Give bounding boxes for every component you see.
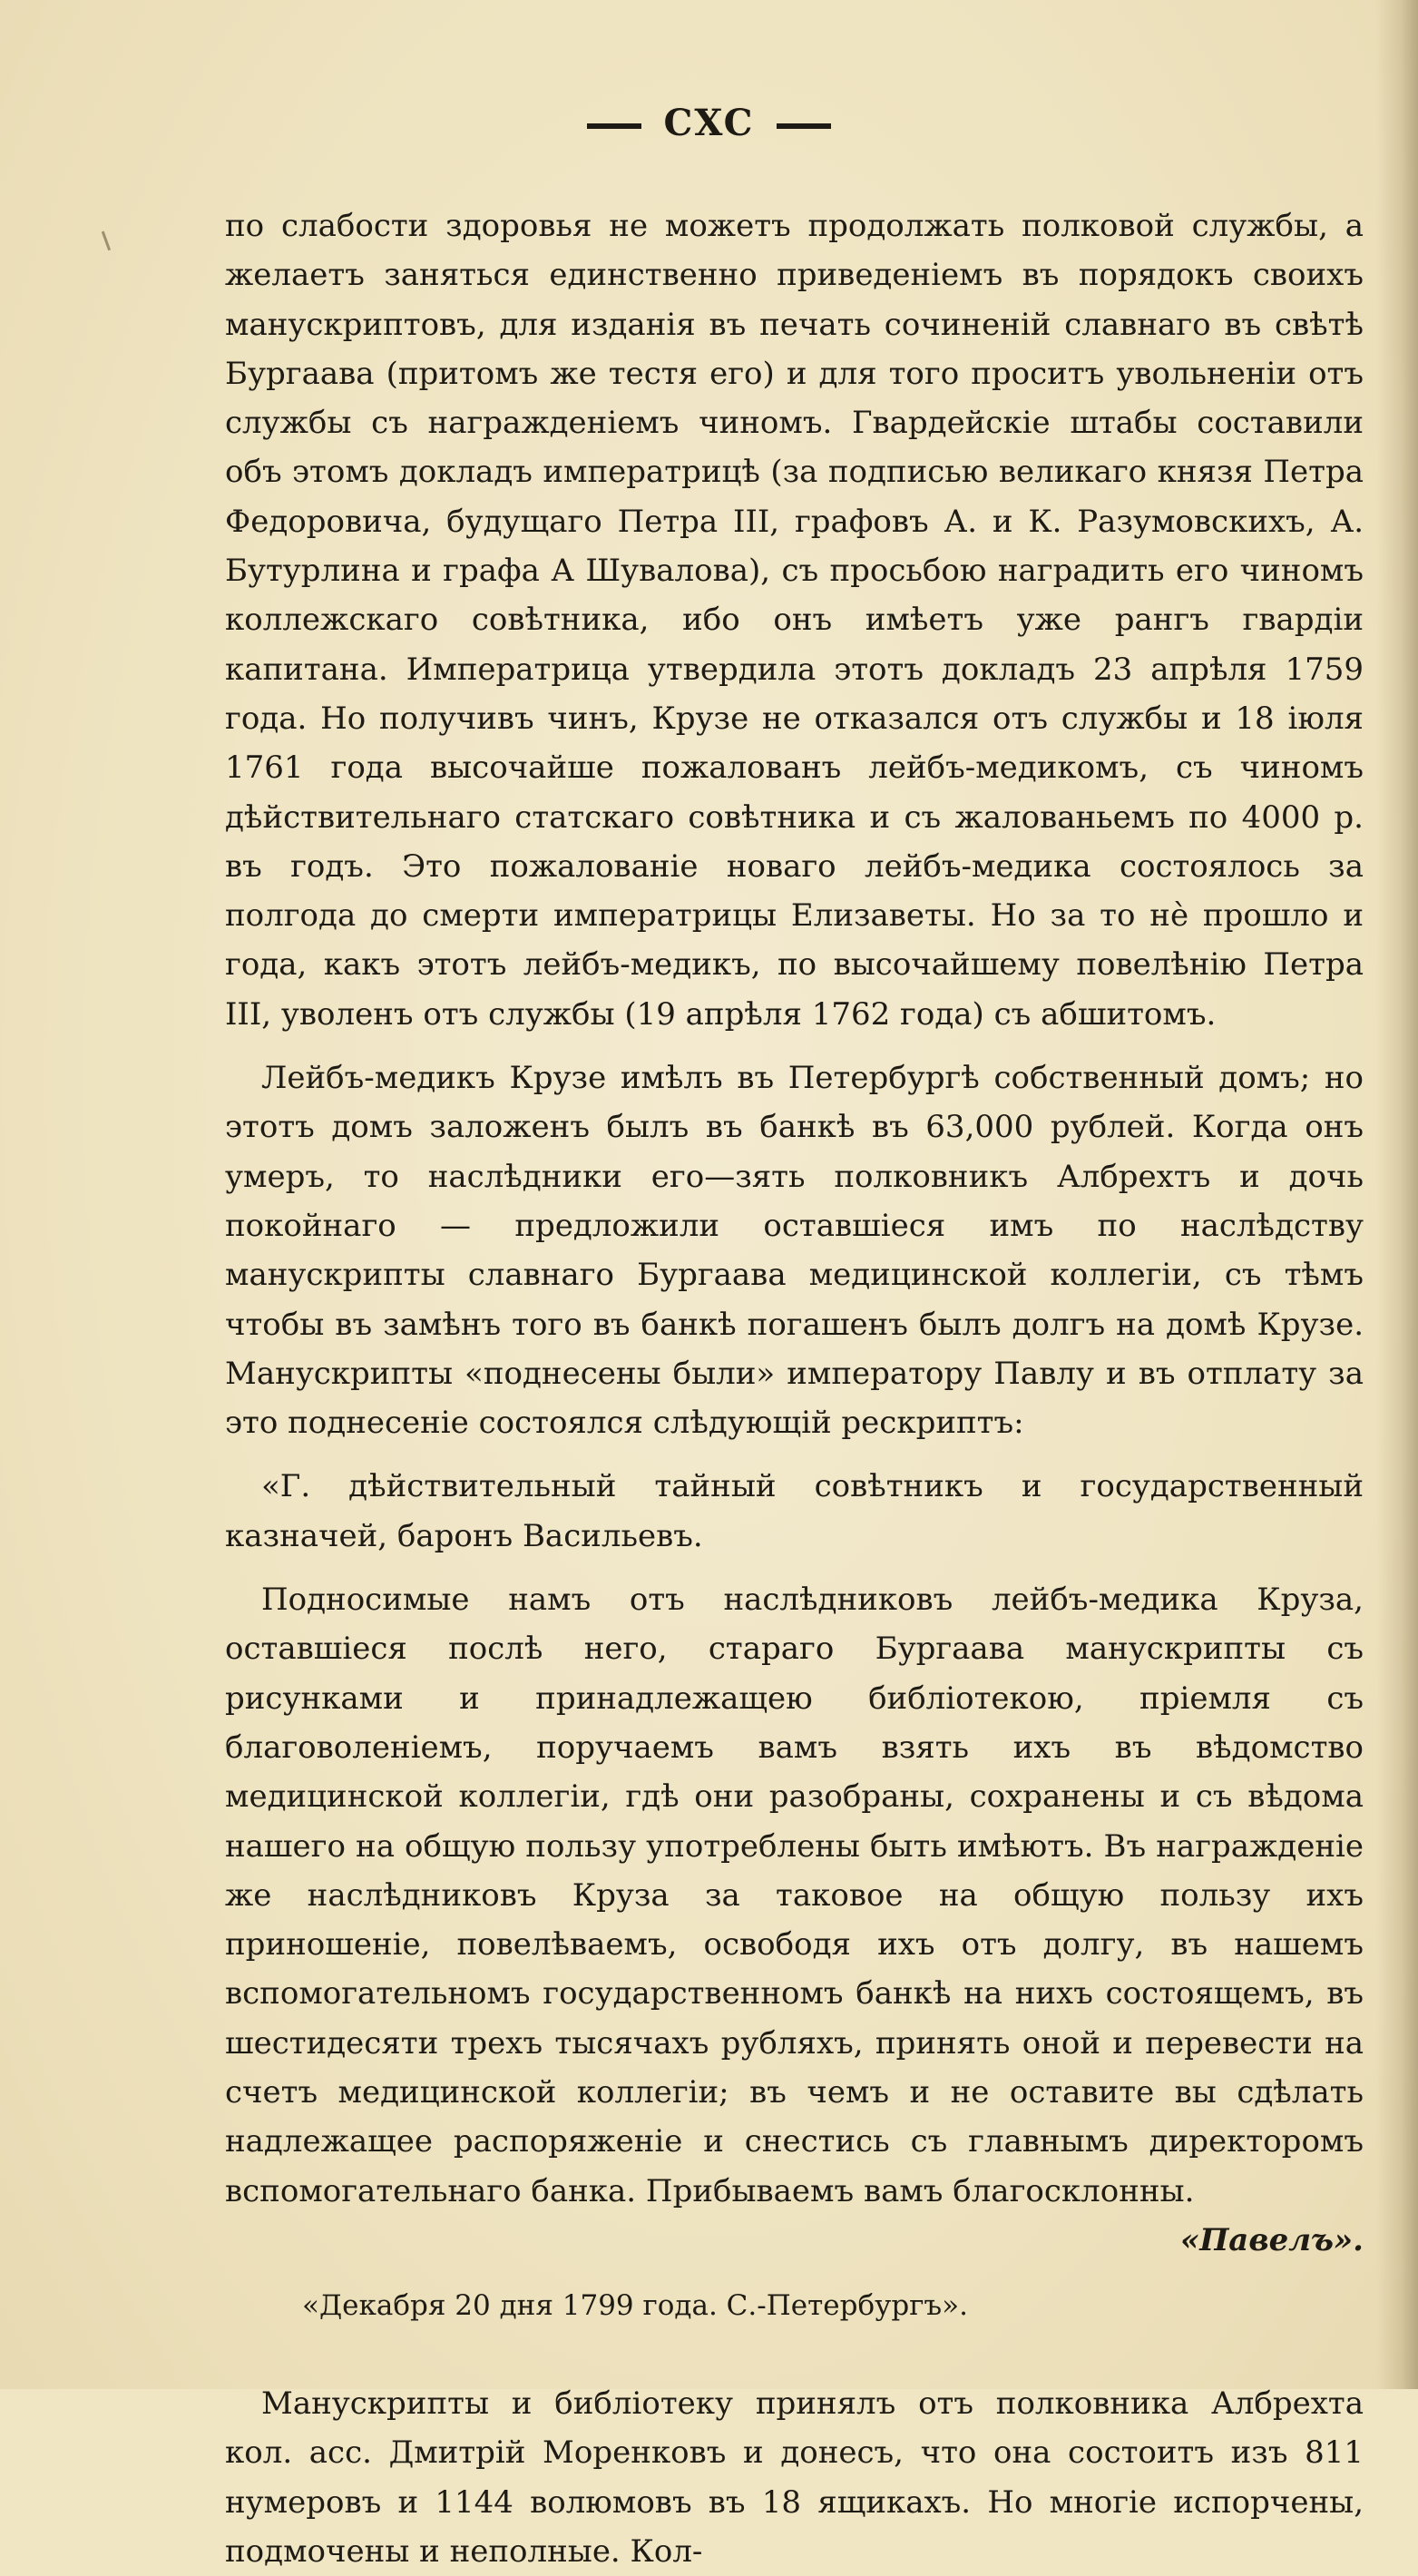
rescript-text: Подносимые намъ отъ наслѣдниковъ лейбъ-медика Круза, оставшіеся послѣ него, стараго Бургаава манускрипты съ рисунками и принадлежащею библіотекою, пріемля съ благоволеніемъ, поручаемъ вамъ взять ихъ въ вѣдомство медицинской коллегіи, гдѣ они разобраны, сохранены и съ вѣдома нашего на общую пользу употреблены быть имѣютъ. Въ награжденіе же наслѣдниковъ Круза за таковое на общую пользу ихъ приношеніе, повелѣваемъ, освободя ихъ отъ долгу, въ нашемъ вспомогательномъ государственномъ банкѣ на нихъ состоящемъ, въ шестидесяти трехъ тысячахъ рубляхъ, принять оной и перевести на счетъ медицинской коллегіи; въ чемъ и не оставите вы сдѣлать надлежащее распоряженіе и снестись съ главнымъ директоромъ вспомогательнаго банка. Прибываемъ вамъ благосклонны. [225,1582,1364,2209]
page-edge-shadow [1376,0,1418,2389]
page-number: CXC [663,102,755,144]
signature: «Павелъ». [1179,2221,1364,2258]
page-body [225,201,1364,2576]
margin-mark [102,227,122,250]
rescript-address: «Г. дѣйствительный тайный совѣтникъ и государственный казначей, баронъ Васильевъ. [225,1468,1364,1554]
page-header [0,102,1418,144]
paragraph-1: по слабости здоровья не можетъ продолжать полковой службы, а желаетъ заняться единственно приведеніемъ въ порядокъ своихъ манускриптовъ, для изданія въ печать сочиненій славнаго въ свѣтѣ Бургаава (притомъ же тестя его) и для того проситъ увольненіи отъ службы съ награжденіемъ чиномъ. Гвардейскіе штабы составили объ этомъ докладъ императрицѣ (за подписью великаго князя Петра Федоровича, будущаго Петра III, графовъ А. и К. Разумовскихъ, А. Бутурлина и графа А Шувалова), съ просьбою наградить его чиномъ коллежскаго совѣтника, ибо онъ имѣетъ уже рангъ гвардіи капитана. Императрица утвердила этотъ докладъ 23 апрѣля 1759 года. Но получивъ чинъ, Крузе не отказался отъ службы и 18 іюля 1761 года высочайше пожалованъ лейбъ-медикомъ, съ чиномъ дѣйствительнаго статскаго совѣтника и съ жалованьемъ по 4000 р. въ годъ. Это пожалованіе новаго лейбъ-медика состоялось за полгода до смерти императрицы Елизаветы. Но за то нѐ прошло и года, какъ этотъ лейбъ-медикъ, по высочайшему повелѣнію Петра III, уволенъ отъ службы (19 апрѣля 1762 года) съ абшитомъ. [225,208,1364,1033]
date-line: «Декабря 20 дня 1799 года. С.-Петербургъ». [302,2289,968,2323]
final-paragraph: Манускрипты и библіотеку принялъ отъ полковника Албрехта кол. асс. Дмитрій Моренковъ и донесъ, что она состоитъ изъ 811 нумеровъ и 1144 волюмовъ въ 18 ящикахъ. Но многіе испорчены, подмочены и неполные. Кол- [225,2385,1364,2571]
signature-row [225,2216,1364,2265]
rescript-body [225,1575,1364,2265]
header-dash-right [777,123,831,129]
header-dash-left [587,123,641,129]
paragraph-2: Лейбъ-медикъ Крузе имѣлъ въ Петербургѣ собственный домъ; но этотъ домъ заложенъ былъ въ банкѣ въ 63,000 рублей. Когда онъ умеръ, то наслѣдники его—зять полковникъ Албрехтъ и дочь покойнаго — предложили оставшіеся имъ по наслѣдству манускрипты славнаго Бургаава медицинской коллегіи, съ тѣмъ чтобы въ замѣнъ того въ банкѣ погашенъ былъ долгъ на домѣ Крузе. Манускрипты «поднесены были» императору Павлу и въ отплату за это поднесеніе состоялся слѣдующій рескриптъ: [225,1060,1364,1442]
